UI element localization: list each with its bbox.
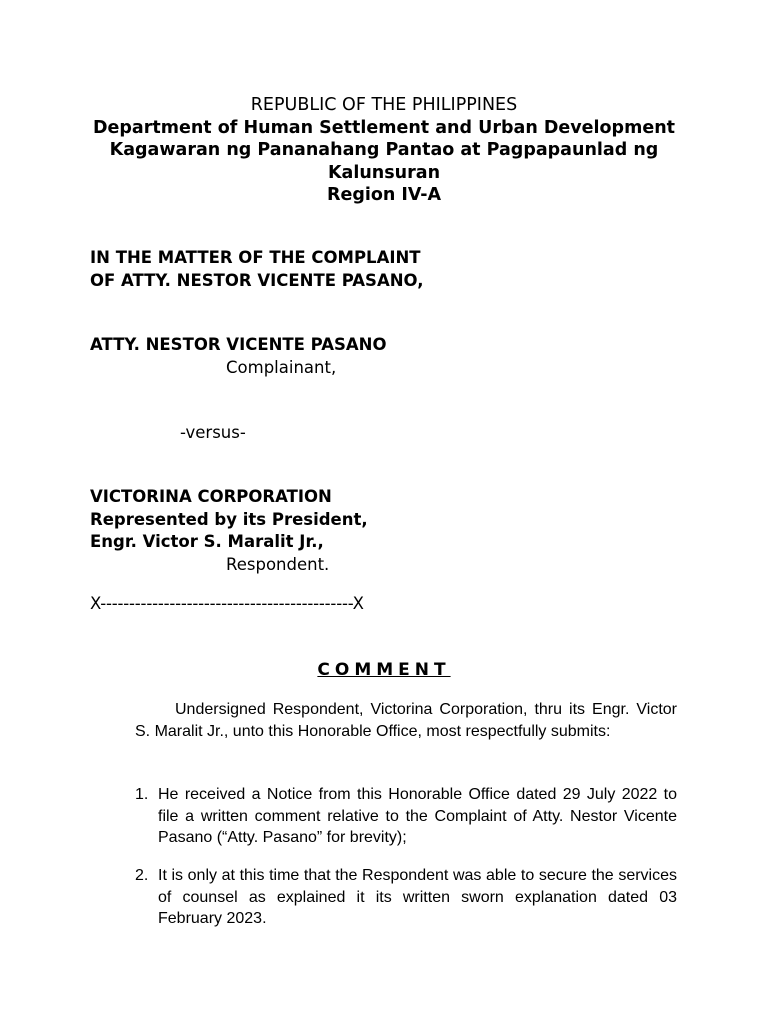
case-caption	[90, 247, 423, 292]
complainant-role: Complainant,	[226, 357, 337, 377]
tagalog-heading-line1: Kagawaran ng Pananahang Pantao at Pagpapaunlad ng	[109, 140, 659, 160]
department-heading: Department of Human Settlement and Urban Development	[92, 117, 676, 138]
caption-line2: OF ATTY. NESTOR VICENTE PASANO,	[90, 270, 424, 290]
republic-heading: REPUBLIC OF THE PHILIPPINES	[250, 95, 518, 115]
versus-label: -versus-	[180, 423, 246, 442]
paragraph-number: 1.	[135, 786, 149, 803]
region-heading: Region IV-A	[326, 185, 442, 205]
intro-paragraph	[135, 699, 677, 742]
respondent-role: Respondent.	[226, 554, 330, 574]
paragraph-text: He received a Notice from this Honorable Office dated 29 July 2022 to file a written comment relative to the Complaint of Atty. Nestor Vicente Pasano (“Atty. Pasano” for brevity);	[158, 786, 677, 846]
caption-separator: X--------------------------------------------X	[90, 594, 364, 613]
numbered-paragraph-2	[135, 865, 677, 930]
respondent-block	[90, 486, 368, 576]
complainant-name: ATTY. NESTOR VICENTE PASANO	[90, 335, 387, 354]
document-header	[0, 94, 768, 207]
paragraph-number: 2.	[135, 867, 149, 884]
respondent-president: Engr. Victor S. Maralit Jr.,	[90, 532, 324, 551]
respondent-represented: Represented by its President,	[90, 509, 368, 529]
respondent-name: VICTORINA CORPORATION	[90, 487, 332, 506]
numbered-paragraph-1	[135, 784, 677, 849]
caption-line1: IN THE MATTER OF THE COMPLAINT	[90, 248, 421, 267]
paragraph-text: It is only at this time that the Respondent was able to secure the services of counsel as explained it its written sworn explanation dated 03 February 2023.	[158, 867, 677, 927]
complainant-block	[90, 334, 387, 379]
tagalog-heading-line2: Kalunsuran	[327, 162, 441, 183]
intro-text: Undersigned Respondent, Victorina Corporation, thru its Engr. Victor S. Maralit Jr., unto this Honorable Office, most respectfully submits:	[135, 701, 677, 740]
document-title: COMMENT	[317, 660, 451, 680]
